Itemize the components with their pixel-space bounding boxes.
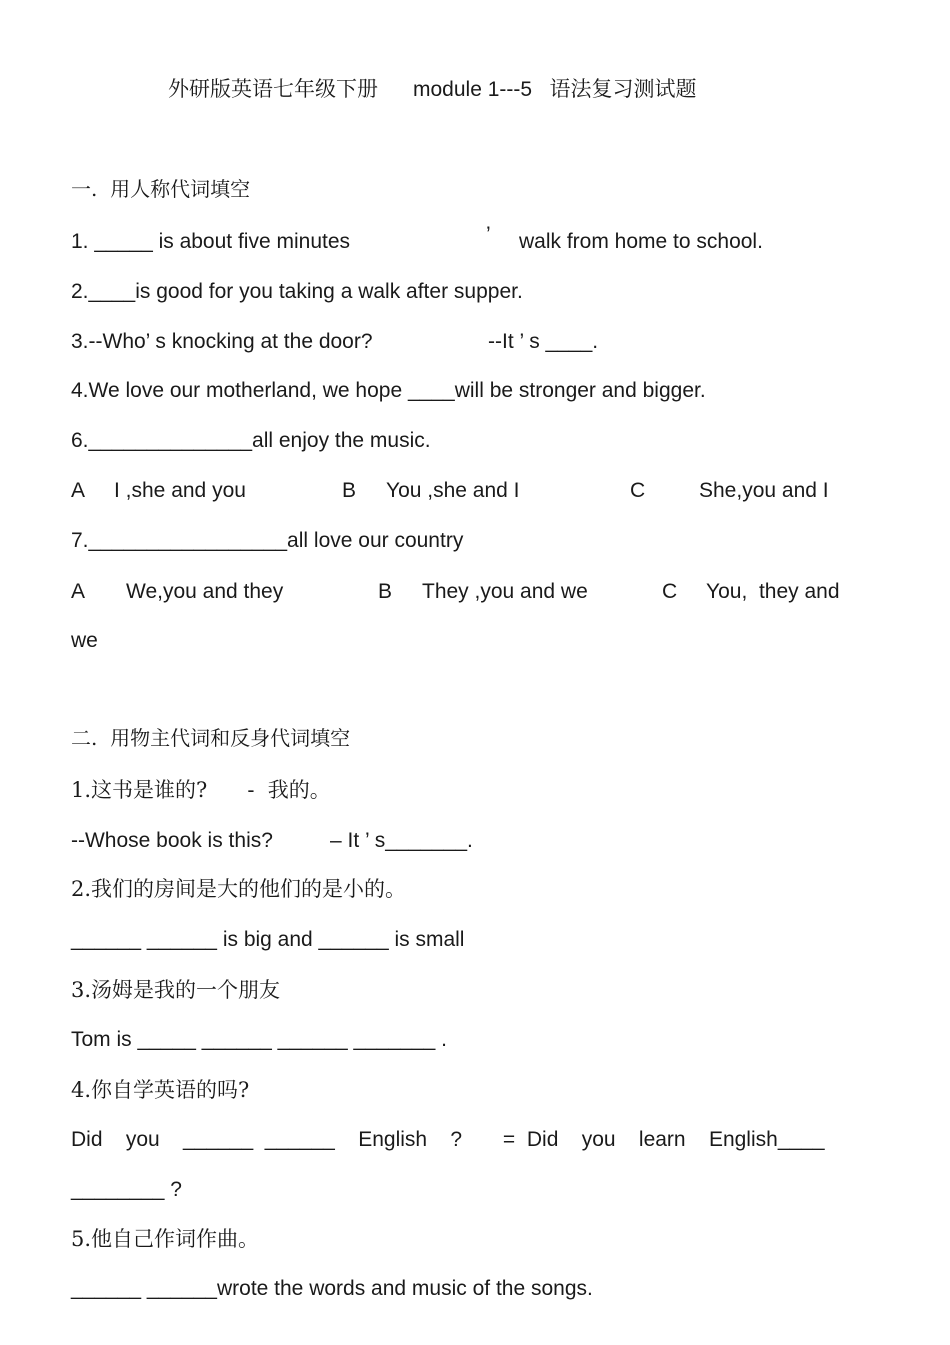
s1-question-2: 2.____is good for you taking a walk after supper. — [71, 280, 523, 303]
s1-q6-option-b-text: You ,she and I — [386, 479, 520, 502]
s2-question-1-english-a: --Whose book is this? — [71, 829, 273, 852]
s1-q6-option-c-letter: C — [630, 479, 646, 502]
s1-q6-option-a-text: I ,she and you — [114, 479, 246, 502]
s1-q7-option-b-text: They ,you and we — [422, 580, 588, 603]
section-2-heading: 二. 用物主代词和反身代词填空 — [71, 726, 351, 750]
s1-q6-option-a-letter: A — [71, 479, 86, 502]
page-title: 外研版英语七年级下册 module 1---5 语法复习测试题 — [168, 78, 697, 101]
s1-question-7: 7._________________all love our country — [71, 529, 464, 552]
s1-q6-option-b-letter: B — [342, 479, 357, 502]
s1-q7-option-b-letter: B — [378, 580, 393, 603]
s1-q7-option-c-continuation: we — [71, 629, 98, 652]
s1-question-4: 4.We love our motherland, we hope ____will be stronger and bigger. — [71, 379, 706, 402]
s2-question-5-english: ______ ______wrote the words and music of the songs. — [71, 1277, 593, 1300]
s2-question-2-english: ______ ______ is big and ______ is small — [71, 928, 465, 951]
s1-q7-option-a-letter: A — [71, 580, 86, 603]
s2-question-1-english-b: – It ’ s_______. — [330, 829, 473, 852]
s2-question-4-english: Did you ______ ______ English ? = Did you learn English____ — [71, 1128, 825, 1151]
section-1-heading: 一. 用人称代词填空 — [71, 177, 251, 201]
s1-question-3-part-a: 3.--Who’ s knocking at the door? — [71, 330, 373, 353]
s2-question-3-chinese: 3.汤姆是我的一个朋友 — [71, 978, 281, 1002]
s1-q7-option-a-text: We,you and they — [126, 580, 284, 603]
s2-question-4-chinese: 4.你自学英语的吗? — [71, 1078, 250, 1102]
s1-q7-option-c-text: You, they and — [706, 580, 840, 603]
s1-q7-option-c-letter: C — [662, 580, 678, 603]
s1-question-3-part-b: --It ’ s ____. — [488, 330, 599, 353]
s2-question-5-chinese: 5.他自己作词作曲。 — [71, 1227, 260, 1251]
s2-question-2-chinese: 2.我们的房间是大的他们的是小的。 — [71, 877, 407, 901]
s2-question-1-chinese: 1.这书是谁的? - 我的。 — [71, 778, 331, 802]
s2-question-3-english: Tom is _____ ______ ______ _______ . — [71, 1028, 447, 1051]
s1-question-1-part-c: walk from home to school. — [519, 230, 763, 253]
s2-question-4-english-continuation: ________ ? — [71, 1178, 182, 1201]
s1-question-1-part-a: 1. _____ is about five minutes — [71, 230, 351, 253]
s1-q6-option-c-text: She,you and I — [699, 479, 829, 502]
s1-question-6: 6.______________all enjoy the music. — [71, 429, 431, 452]
s1-question-1-apostrophe: ’ — [486, 223, 491, 246]
